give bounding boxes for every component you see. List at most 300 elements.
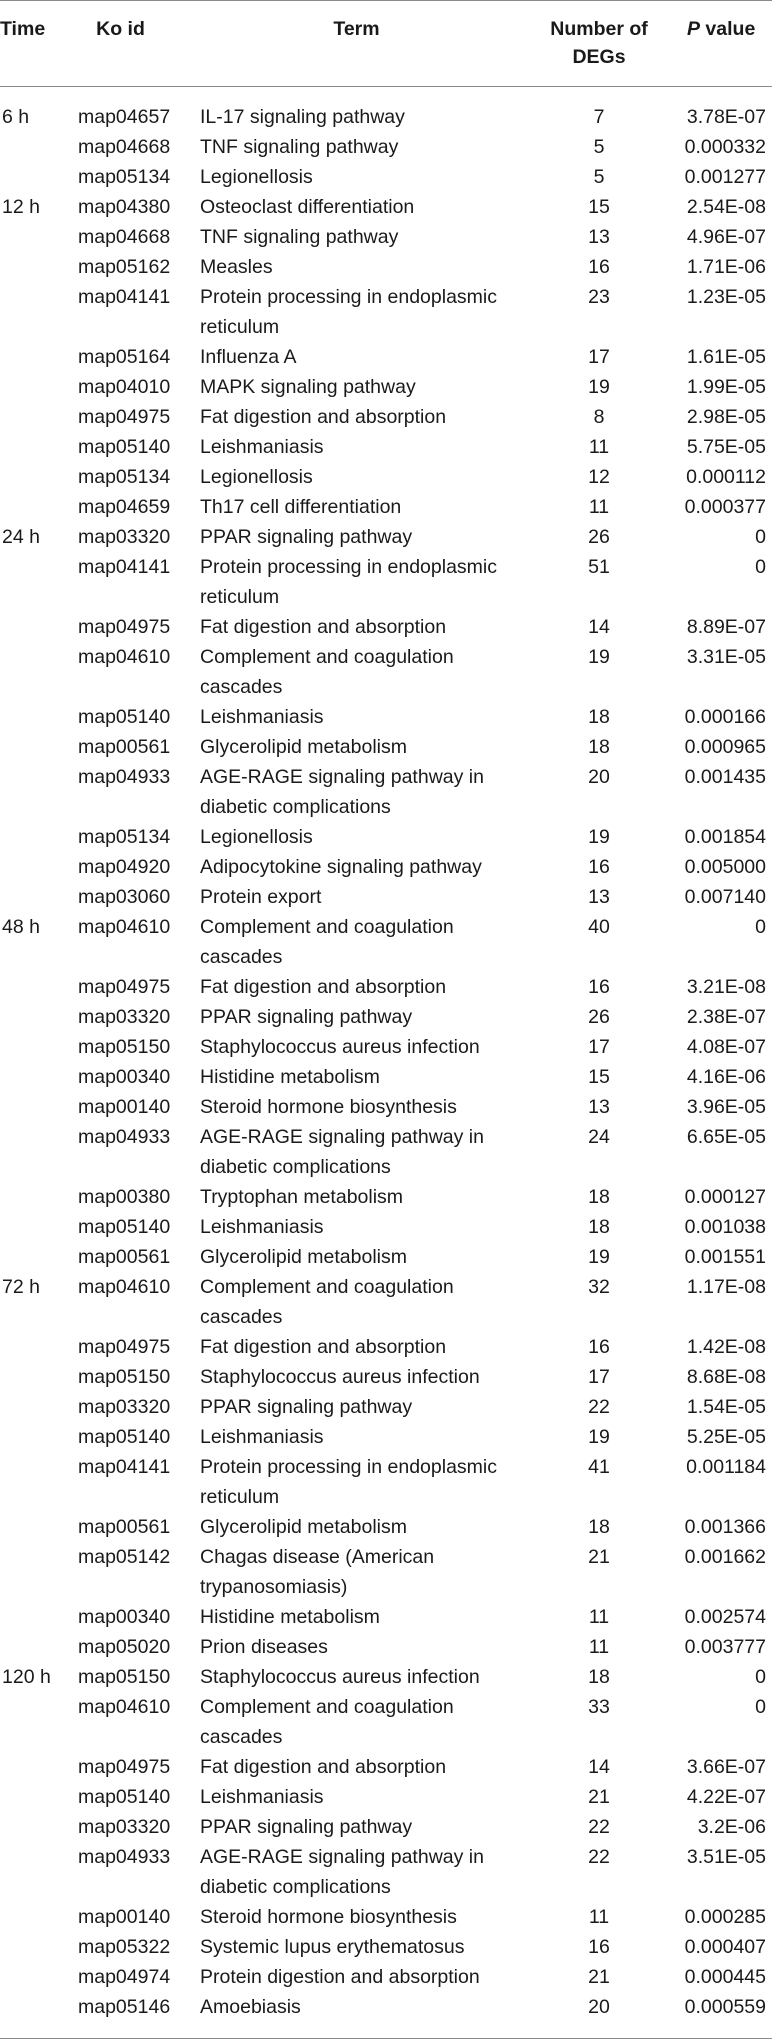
cell-p-value: 3.66E-07: [686, 1756, 766, 1778]
table-row: [0, 162, 772, 192]
cell-ko-id: map05164: [78, 346, 171, 368]
cell-number-of-degs: 7: [593, 106, 605, 128]
cell-p-value: 0.005000: [684, 856, 766, 878]
cell-term: PPAR signaling pathway: [200, 1816, 413, 1838]
cell-ko-id: map03320: [78, 1816, 171, 1838]
cell-ko-id: map05134: [78, 466, 171, 488]
cell-term: Complement and coagulation cascades: [200, 646, 454, 698]
cell-number-of-degs: 20: [588, 1996, 610, 2018]
header-ko-id: Ko id: [96, 18, 145, 40]
cell-ko-id: map03320: [78, 1396, 171, 1418]
cell-p-value: 0: [755, 1666, 766, 1688]
cell-ko-id: map04668: [78, 226, 171, 248]
cell-p-value: 0.000112: [686, 466, 766, 488]
cell-ko-id: map04975: [78, 616, 171, 638]
cell-ko-id: map04975: [78, 976, 171, 998]
cell-term: Legionellosis: [200, 826, 313, 848]
cell-ko-id: map05134: [78, 826, 171, 848]
table-row: [0, 192, 772, 222]
header-count-line2: DEGs: [572, 46, 626, 68]
cell-time: [0, 852, 75, 882]
cell-number-of-degs: 22: [588, 1396, 610, 1418]
table-row: [0, 132, 772, 162]
cell-term: Protein digestion and absorption: [200, 1966, 480, 1988]
cell-term: Fat digestion and absorption: [200, 406, 447, 428]
cell-p-value: 0.007140: [684, 886, 766, 908]
cell-number-of-degs: 11: [588, 1606, 610, 1628]
cell-time: [0, 1212, 75, 1242]
cell-p-value: 0.000285: [684, 1906, 766, 1928]
cell-number-of-degs: 5: [593, 136, 605, 158]
cell-p-value: 3.78E-07: [686, 106, 766, 128]
cell-p-value: 1.54E-05: [686, 1396, 766, 1418]
table-row: [0, 1242, 772, 1272]
cell-number-of-degs: 19: [588, 1246, 610, 1268]
cell-ko-id: map04659: [78, 496, 171, 518]
cell-time: [0, 282, 75, 342]
cell-term: AGE-RAGE signaling pathway in diabetic complications: [200, 1846, 484, 1898]
cell-number-of-degs: 32: [588, 1276, 610, 1298]
table-row: [0, 1092, 772, 1122]
cell-time: 120 h: [2, 1666, 51, 1688]
cell-time: [0, 1422, 75, 1452]
cell-time: [0, 1602, 75, 1632]
cell-p-value: 0.000127: [684, 1186, 766, 1208]
cell-p-value: 0.000407: [684, 1936, 766, 1958]
cell-term: IL-17 signaling pathway: [200, 106, 405, 128]
table-row: [0, 522, 772, 552]
table-row: [0, 1362, 772, 1392]
cell-ko-id: map03320: [78, 1006, 171, 1028]
cell-p-value: 3.21E-08: [686, 976, 766, 998]
cell-term: TNF signaling pathway: [200, 226, 399, 248]
cell-number-of-degs: 13: [588, 1096, 610, 1118]
cell-ko-id: map05140: [78, 1426, 171, 1448]
cell-time: [0, 1332, 75, 1362]
cell-time: [0, 972, 75, 1002]
table-row: [0, 912, 772, 972]
cell-time: [0, 1092, 75, 1122]
table-row: [0, 1992, 772, 2022]
cell-ko-id: map05020: [78, 1636, 171, 1658]
cell-p-value: 0.000559: [684, 1996, 766, 2018]
cell-term: Steroid hormone biosynthesis: [200, 1096, 457, 1118]
cell-ko-id: map04933: [78, 1846, 171, 1868]
cell-p-value: 5.25E-05: [686, 1426, 766, 1448]
cell-ko-id: map05322: [78, 1936, 171, 1958]
table-row: [0, 972, 772, 1002]
header-row: [0, 1, 772, 86]
cell-ko-id: map04933: [78, 766, 171, 788]
cell-number-of-degs: 13: [588, 226, 610, 248]
cell-ko-id: map00561: [78, 736, 171, 758]
header-time: Time: [0, 18, 46, 40]
cell-number-of-degs: 33: [588, 1696, 610, 1718]
cell-time: [0, 762, 75, 822]
cell-number-of-degs: 16: [588, 976, 610, 998]
table-row: [0, 1002, 772, 1032]
cell-ko-id: map00340: [78, 1066, 171, 1088]
cell-term: Complement and coagulation cascades: [200, 916, 454, 968]
header-p-rest: value: [700, 18, 756, 40]
header-p-italic: P: [687, 18, 701, 40]
cell-term: Influenza A: [200, 346, 297, 368]
cell-ko-id: map04610: [78, 646, 171, 668]
cell-p-value: 1.61E-05: [686, 346, 766, 368]
cell-ko-id: map03320: [78, 526, 171, 548]
cell-term: Prion diseases: [200, 1636, 328, 1658]
cell-ko-id: map04610: [78, 1696, 171, 1718]
cell-p-value: 0.001277: [684, 166, 766, 188]
cell-ko-id: map04010: [78, 376, 171, 398]
cell-time: [0, 1992, 75, 2022]
table-row: [0, 1692, 772, 1752]
table-row: [0, 1752, 772, 1782]
table-row: [0, 402, 772, 432]
cell-ko-id: map04141: [78, 1456, 171, 1478]
cell-number-of-degs: 18: [588, 1516, 610, 1538]
header-number-of-degs: [535, 1, 663, 86]
table-row: [0, 1542, 772, 1602]
cell-term: Leishmaniasis: [200, 436, 324, 458]
cell-number-of-degs: 15: [588, 196, 610, 218]
cell-term: PPAR signaling pathway: [200, 1396, 413, 1418]
cell-ko-id: map00140: [78, 1096, 171, 1118]
cell-p-value: 0.003777: [684, 1636, 766, 1658]
table-row: [0, 432, 772, 462]
cell-number-of-degs: 5: [593, 166, 605, 188]
cell-time: [0, 462, 75, 492]
cell-ko-id: map00561: [78, 1246, 171, 1268]
cell-p-value: 3.96E-05: [686, 1096, 766, 1118]
cell-p-value: 2.98E-05: [686, 406, 766, 428]
cell-term: Chagas disease (American trypanosomiasis): [200, 1546, 435, 1598]
cell-time: 24 h: [2, 526, 40, 548]
cell-number-of-degs: 12: [588, 466, 610, 488]
cell-term: Fat digestion and absorption: [200, 616, 447, 638]
table-row: [0, 882, 772, 912]
cell-ko-id: map05146: [78, 1996, 171, 2018]
cell-number-of-degs: 26: [588, 526, 610, 548]
cell-term: Legionellosis: [200, 466, 313, 488]
cell-number-of-degs: 16: [588, 1336, 610, 1358]
cell-number-of-degs: 11: [588, 1636, 610, 1658]
cell-number-of-degs: 20: [588, 766, 610, 788]
cell-term: AGE-RAGE signaling pathway in diabetic complications: [200, 766, 484, 818]
cell-ko-id: map05150: [78, 1366, 171, 1388]
cell-ko-id: map05140: [78, 1216, 171, 1238]
cell-number-of-degs: 16: [588, 856, 610, 878]
cell-time: 48 h: [2, 916, 40, 938]
cell-p-value: 0.001662: [684, 1546, 766, 1568]
table-row: [0, 1182, 772, 1212]
cell-p-value: 0: [755, 916, 766, 938]
cell-time: [0, 252, 75, 282]
table-row: [0, 762, 772, 822]
cell-time: [0, 1392, 75, 1422]
cell-term: Histidine metabolism: [200, 1606, 380, 1628]
cell-p-value: 1.42E-08: [686, 1336, 766, 1358]
cell-number-of-degs: 21: [588, 1786, 610, 1808]
cell-p-value: 4.08E-07: [686, 1036, 766, 1058]
cell-term: Osteoclast differentiation: [200, 196, 415, 218]
cell-time: [0, 1842, 75, 1902]
cell-p-value: 1.23E-05: [686, 286, 766, 308]
cell-number-of-degs: 8: [593, 406, 605, 428]
table-row: [0, 1032, 772, 1062]
cell-number-of-degs: 41: [588, 1456, 610, 1478]
table-row: [0, 282, 772, 342]
cell-term: Protein processing in endoplasmic reticulum: [200, 286, 497, 338]
cell-term: PPAR signaling pathway: [200, 526, 413, 548]
cell-p-value: 1.71E-06: [686, 256, 766, 278]
cell-p-value: 0.001366: [684, 1516, 766, 1538]
cell-number-of-degs: 15: [588, 1066, 610, 1088]
cell-p-value: 3.2E-06: [697, 1816, 766, 1838]
cell-number-of-degs: 11: [588, 436, 610, 458]
cell-term: Th17 cell differentiation: [200, 496, 402, 518]
cell-term: Staphylococcus aureus infection: [200, 1036, 480, 1058]
cell-p-value: 8.68E-08: [686, 1366, 766, 1388]
cell-term: Leishmaniasis: [200, 1216, 324, 1238]
table-row: [0, 702, 772, 732]
table-row: [0, 1632, 772, 1662]
cell-term: Glycerolipid metabolism: [200, 1246, 407, 1268]
cell-number-of-degs: 14: [588, 616, 610, 638]
cell-term: Histidine metabolism: [200, 1066, 380, 1088]
cell-number-of-degs: 17: [588, 1036, 610, 1058]
table-row: [0, 642, 772, 702]
cell-ko-id: map05140: [78, 1786, 171, 1808]
table-row: [0, 1662, 772, 1692]
table-row: [0, 1932, 772, 1962]
cell-p-value: 1.99E-05: [686, 376, 766, 398]
cell-time: [0, 222, 75, 252]
cell-time: [0, 1902, 75, 1932]
cell-term: Protein export: [200, 886, 322, 908]
table-row: [0, 1062, 772, 1092]
table-row: [0, 732, 772, 762]
cell-ko-id: map00380: [78, 1186, 171, 1208]
cell-number-of-degs: 19: [588, 376, 610, 398]
cell-p-value: 0.001435: [684, 766, 766, 788]
header-p-value: [663, 1, 772, 86]
cell-time: [0, 1542, 75, 1602]
table-row: [0, 1392, 772, 1422]
cell-number-of-degs: 22: [588, 1846, 610, 1868]
cell-time: [0, 612, 75, 642]
cell-term: Leishmaniasis: [200, 1426, 324, 1448]
cell-term: Fat digestion and absorption: [200, 976, 447, 998]
cell-number-of-degs: 17: [588, 346, 610, 368]
cell-time: [0, 642, 75, 702]
cell-ko-id: map05142: [78, 1546, 171, 1568]
cell-term: Fat digestion and absorption: [200, 1336, 447, 1358]
cell-term: Complement and coagulation cascades: [200, 1696, 454, 1748]
cell-time: [0, 1752, 75, 1782]
cell-ko-id: map05150: [78, 1036, 171, 1058]
cell-number-of-degs: 21: [588, 1546, 610, 1568]
table-row: [0, 222, 772, 252]
cell-number-of-degs: 26: [588, 1006, 610, 1028]
cell-p-value: 4.16E-06: [686, 1066, 766, 1088]
cell-number-of-degs: 16: [588, 256, 610, 278]
cell-time: [0, 342, 75, 372]
table-row: [0, 552, 772, 612]
cell-term: Glycerolipid metabolism: [200, 736, 407, 758]
cell-p-value: 0.001551: [684, 1246, 766, 1268]
cell-term: Protein processing in endoplasmic reticulum: [200, 556, 497, 608]
cell-time: [0, 882, 75, 912]
cell-number-of-degs: 51: [588, 556, 610, 578]
cell-number-of-degs: 18: [588, 736, 610, 758]
cell-time: [0, 132, 75, 162]
cell-time: [0, 1692, 75, 1752]
cell-number-of-degs: 13: [588, 886, 610, 908]
cell-number-of-degs: 23: [588, 286, 610, 308]
cell-time: [0, 1362, 75, 1392]
cell-p-value: 0.001854: [684, 826, 766, 848]
cell-time: [0, 432, 75, 462]
cell-ko-id: map05134: [78, 166, 171, 188]
cell-p-value: 0.000166: [684, 706, 766, 728]
cell-ko-id: map04380: [78, 196, 171, 218]
cell-p-value: 5.75E-05: [686, 436, 766, 458]
cell-ko-id: map04141: [78, 286, 171, 308]
cell-time: [0, 1962, 75, 1992]
cell-term: Glycerolipid metabolism: [200, 1516, 407, 1538]
cell-number-of-degs: 19: [588, 1426, 610, 1448]
table-row: [0, 1812, 772, 1842]
cell-term: Tryptophan metabolism: [200, 1186, 404, 1208]
cell-time: [0, 1512, 75, 1542]
cell-term: Complement and coagulation cascades: [200, 1276, 454, 1328]
cell-p-value: 2.54E-08: [686, 196, 766, 218]
cell-p-value: 6.65E-05: [686, 1126, 766, 1148]
table-row: [0, 612, 772, 642]
cell-term: Leishmaniasis: [200, 706, 324, 728]
cell-term: TNF signaling pathway: [200, 136, 399, 158]
cell-term: Leishmaniasis: [200, 1786, 324, 1808]
cell-time: [0, 372, 75, 402]
cell-time: 12 h: [2, 196, 40, 218]
cell-time: [0, 1062, 75, 1092]
cell-ko-id: map04975: [78, 1756, 171, 1778]
cell-number-of-degs: 40: [588, 916, 610, 938]
cell-ko-id: map05140: [78, 706, 171, 728]
table-row: [0, 1452, 772, 1512]
cell-ko-id: map04610: [78, 1276, 171, 1298]
table-body: [0, 87, 772, 2038]
cell-p-value: 1.17E-08: [686, 1276, 766, 1298]
cell-time: [0, 162, 75, 192]
cell-ko-id: map05140: [78, 436, 171, 458]
table-row: [0, 1332, 772, 1362]
cell-p-value: 0.002574: [684, 1606, 766, 1628]
cell-p-value: 2.38E-07: [686, 1006, 766, 1028]
cell-number-of-degs: 22: [588, 1816, 610, 1838]
table-row: [0, 462, 772, 492]
cell-ko-id: map04933: [78, 1126, 171, 1148]
table-row: [0, 372, 772, 402]
cell-term: Steroid hormone biosynthesis: [200, 1906, 457, 1928]
cell-ko-id: map04975: [78, 1336, 171, 1358]
cell-ko-id: map04141: [78, 556, 171, 578]
table-row: [0, 1602, 772, 1632]
cell-ko-id: map03060: [78, 886, 171, 908]
cell-term: Systemic lupus erythematosus: [200, 1936, 465, 1958]
cell-number-of-degs: 24: [588, 1126, 610, 1148]
cell-time: 72 h: [2, 1276, 40, 1298]
cell-time: [0, 702, 75, 732]
cell-ko-id: map04920: [78, 856, 171, 878]
cell-time: [0, 732, 75, 762]
cell-time: [0, 552, 75, 612]
cell-ko-id: map00340: [78, 1606, 171, 1628]
cell-ko-id: map04610: [78, 916, 171, 938]
table-row: [0, 1122, 772, 1182]
cell-ko-id: map04975: [78, 406, 171, 428]
cell-time: [0, 492, 75, 522]
cell-p-value: 0.001038: [684, 1216, 766, 1238]
cell-time: [0, 1632, 75, 1662]
cell-term: Staphylococcus aureus infection: [200, 1666, 480, 1688]
cell-term: Amoebiasis: [200, 1996, 301, 2018]
cell-p-value: 0: [755, 526, 766, 548]
cell-p-value: 0.000332: [684, 136, 766, 158]
table-row: [0, 342, 772, 372]
table-row: [0, 1902, 772, 1932]
cell-time: [0, 822, 75, 852]
header-term: Term: [333, 18, 380, 40]
cell-term: Measles: [200, 256, 273, 278]
cell-number-of-degs: 19: [588, 646, 610, 668]
table-row: [0, 1212, 772, 1242]
table-row: [0, 1512, 772, 1542]
cell-p-value: 4.22E-07: [686, 1786, 766, 1808]
table-row: [0, 1422, 772, 1452]
cell-time: [0, 402, 75, 432]
table-row: [0, 1272, 772, 1332]
table-row: [0, 102, 772, 132]
cell-number-of-degs: 18: [588, 706, 610, 728]
cell-ko-id: map05150: [78, 1666, 171, 1688]
cell-p-value: 0.001184: [686, 1456, 766, 1478]
table-row: [0, 1842, 772, 1902]
cell-number-of-degs: 11: [588, 496, 610, 518]
cell-time: 6 h: [2, 106, 30, 128]
cell-p-value: 0.000445: [684, 1966, 766, 1988]
cell-time: [0, 1182, 75, 1212]
cell-term: Staphylococcus aureus infection: [200, 1366, 480, 1388]
cell-ko-id: map04668: [78, 136, 171, 158]
cell-p-value: 0: [755, 556, 766, 578]
table-row: [0, 852, 772, 882]
table-row: [0, 252, 772, 282]
cell-term: AGE-RAGE signaling pathway in diabetic complications: [200, 1126, 484, 1178]
cell-p-value: 3.51E-05: [686, 1846, 766, 1868]
cell-time: [0, 1782, 75, 1812]
cell-term: Adipocytokine signaling pathway: [200, 856, 482, 878]
cell-term: Fat digestion and absorption: [200, 1756, 447, 1778]
table-row: [0, 1782, 772, 1812]
cell-p-value: 0.000965: [684, 736, 766, 758]
table-row: [0, 1962, 772, 1992]
cell-time: [0, 1032, 75, 1062]
cell-number-of-degs: 18: [588, 1666, 610, 1688]
cell-time: [0, 1932, 75, 1962]
cell-time: [0, 1452, 75, 1512]
